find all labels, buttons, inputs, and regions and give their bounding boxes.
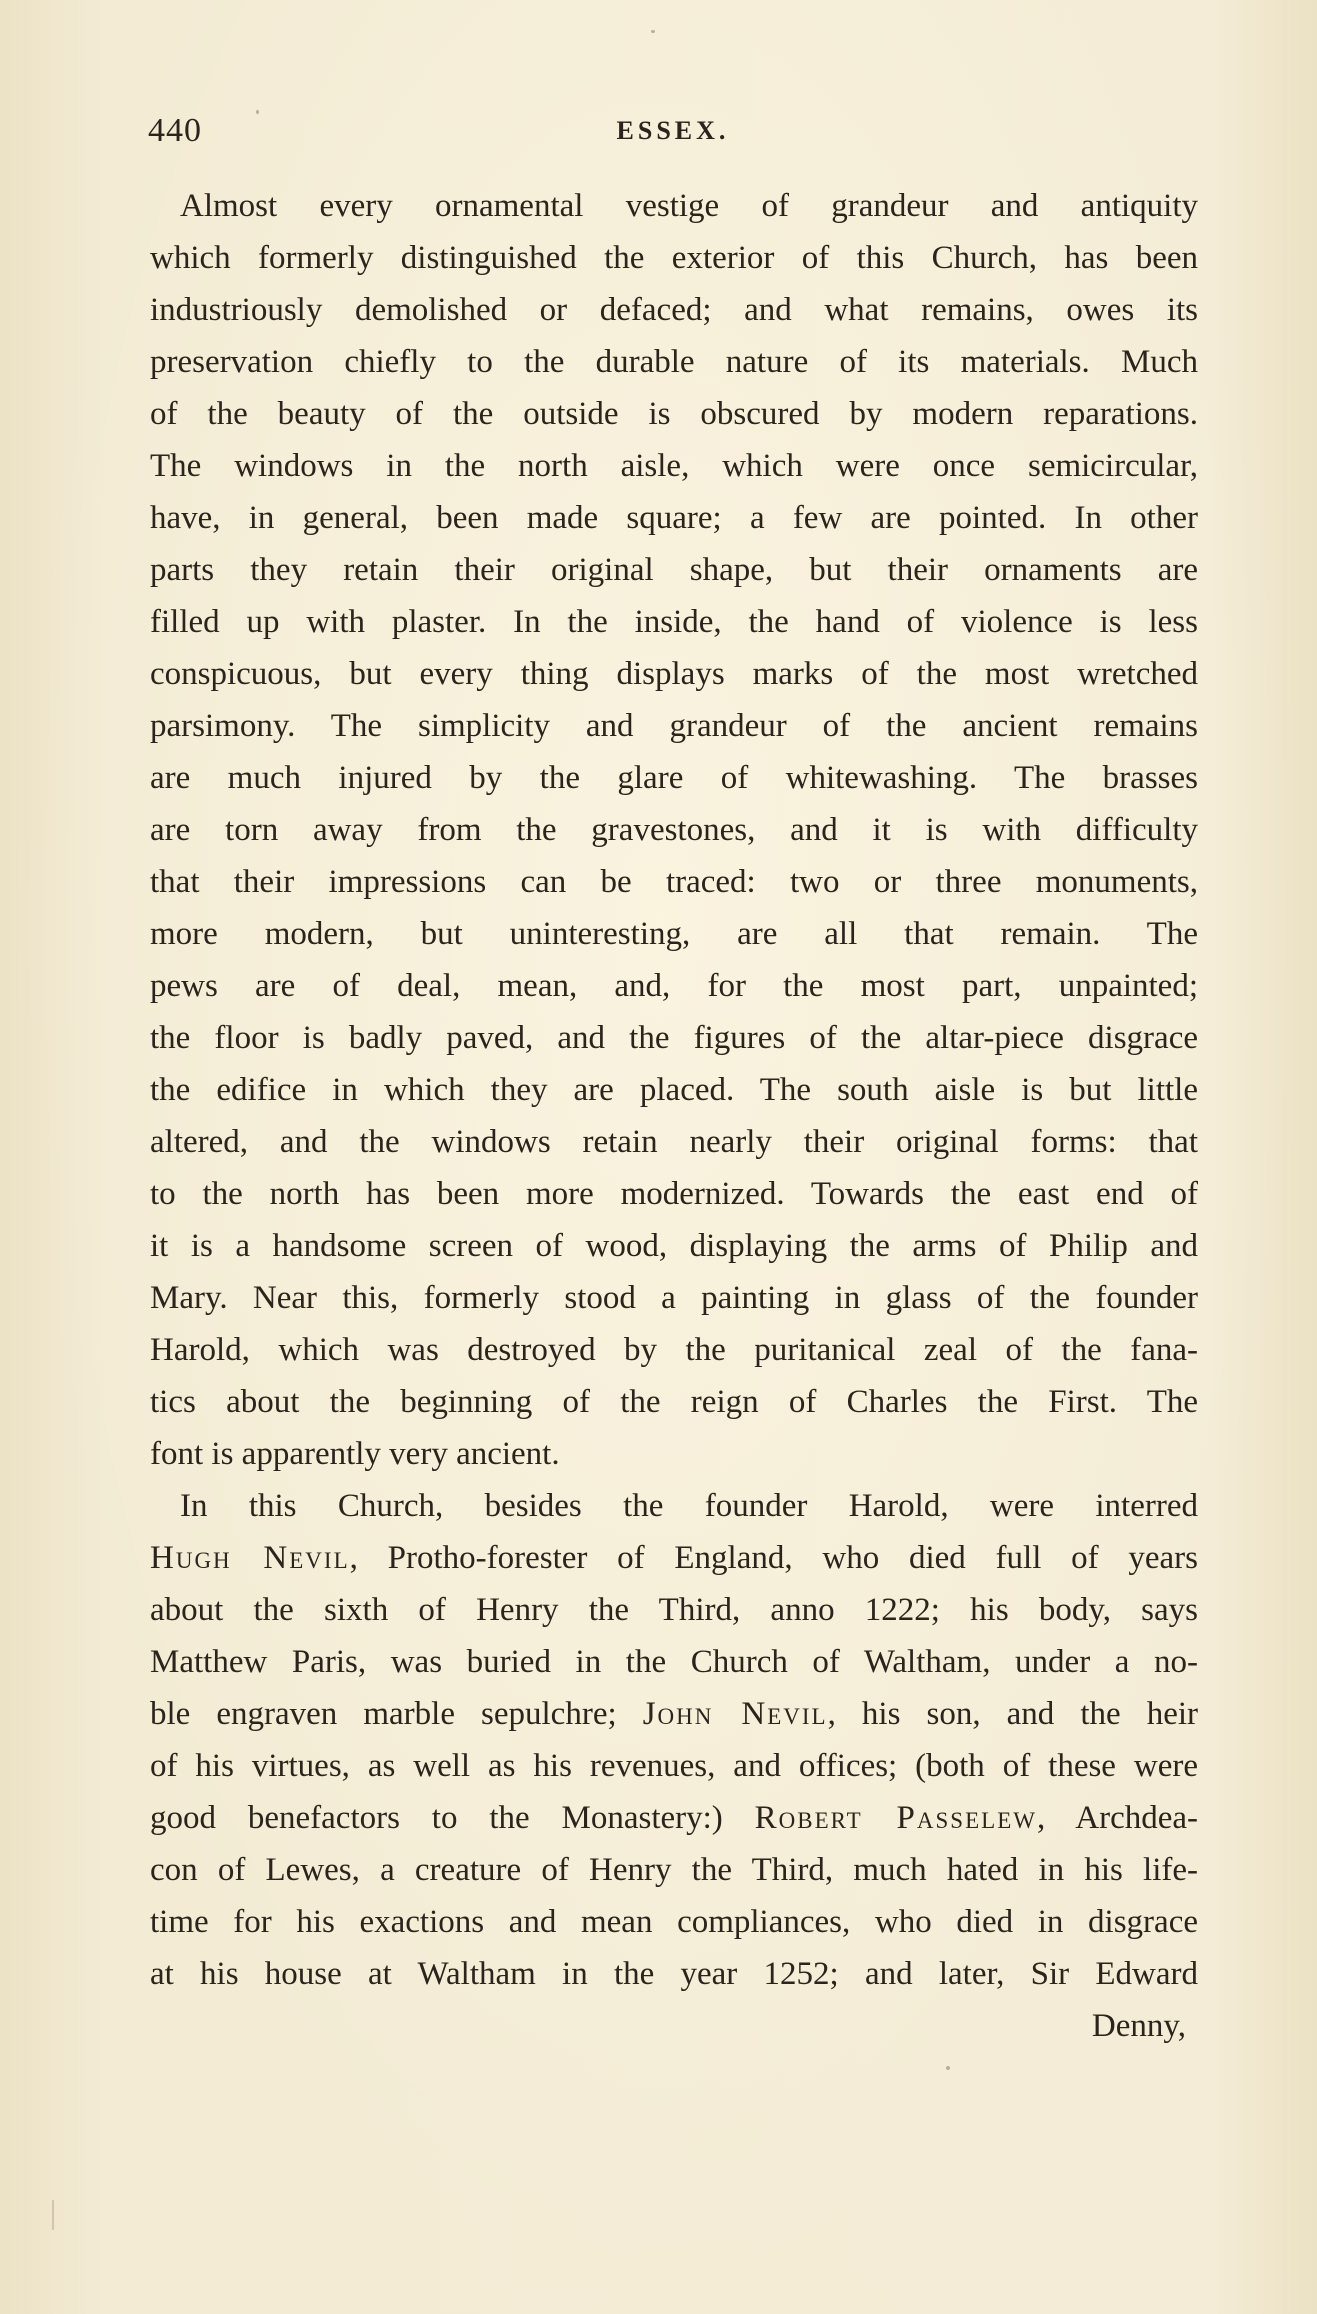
text-line: about the sixth of Henry the Third, anno 1222; his body, says xyxy=(150,1592,1198,1628)
text-line: Harold, which was destroyed by the puritanical zeal of the fana- xyxy=(150,1332,1198,1368)
text-line: preservation chiefly to the durable nature of its materials. Much xyxy=(150,344,1198,380)
text-line: are torn away from the gravestones, and it is with difficulty xyxy=(150,812,1198,848)
body-text xyxy=(150,180,1198,2052)
text-line: conspicuous, but every thing displays marks of the most wretched xyxy=(150,656,1198,692)
text-line: font is apparently very ancient. xyxy=(150,1436,560,1472)
text-line: to the north has been more modernized. Towards the east end of xyxy=(150,1176,1198,1212)
text-line: at his house at Waltham in the year 1252; and later, Sir Edward xyxy=(150,1956,1198,1992)
text-line: it is a handsome screen of wood, displaying the arms of Philip and xyxy=(150,1228,1198,1264)
page-number: 440 xyxy=(148,112,202,149)
person-name: Robert Passelew xyxy=(754,1800,1037,1836)
person-name: John Nevil xyxy=(642,1696,828,1732)
catchword: Denny, xyxy=(1091,2008,1186,2044)
page-header xyxy=(148,112,1198,162)
text-line: Almost every ornamental vestige of grandeur and antiquity xyxy=(180,188,1198,224)
text-line: Matthew Paris, was buried in the Church of Waltham, under a no- xyxy=(150,1644,1198,1680)
text-line: Mary. Near this, formerly stood a painting in glass of the founder xyxy=(150,1280,1198,1316)
text-line: parsimony. The simplicity and grandeur of the ancient remains xyxy=(150,708,1198,744)
paper-speck xyxy=(946,2066,950,2070)
text-line: pews are of deal, mean, and, for the most part, unpainted; xyxy=(150,968,1198,1004)
text-line: good benefactors to the Monastery:) Robert Passelew, Archdea- xyxy=(150,1800,1199,1836)
text-line: time for his exactions and mean compliances, who died in disgrace xyxy=(150,1904,1198,1940)
paper-speck xyxy=(651,30,655,33)
text-line: industriously demolished or defaced; and what remains, owes its xyxy=(150,292,1198,328)
text-line: The windows in the north aisle, which were once semicircular, xyxy=(150,448,1198,484)
text-line: altered, and the windows retain nearly their original forms: that xyxy=(150,1124,1198,1160)
text-line: con of Lewes, a creature of Henry the Third, much hated in his life- xyxy=(150,1852,1198,1888)
text-line: the edifice in which they are placed. The south aisle is but little xyxy=(150,1072,1198,1108)
paper-speck xyxy=(256,110,259,114)
person-name: Hugh Nevil xyxy=(150,1540,350,1576)
text-line: In this Church, besides the founder Harold, were interred xyxy=(180,1488,1198,1524)
paper-speck xyxy=(52,2200,54,2230)
text-line: ble engraven marble sepulchre; John Nevil, his son, and the heir xyxy=(150,1696,1199,1732)
text-line: have, in general, been made square; a few are pointed. In other xyxy=(150,500,1198,536)
text-line: are much injured by the glare of whitewashing. The brasses xyxy=(150,760,1198,796)
text-line: filled up with plaster. In the inside, the hand of violence is less xyxy=(150,604,1198,640)
text-line: which formerly distinguished the exterior of this Church, has been xyxy=(150,240,1198,276)
text-line: of the beauty of the outside is obscured by modern reparations. xyxy=(150,396,1198,432)
running-head: ESSEX. xyxy=(616,116,730,145)
text-line: parts they retain their original shape, but their ornaments are xyxy=(150,552,1198,588)
text-line: the floor is badly paved, and the figures of the altar-piece disgrace xyxy=(150,1020,1198,1056)
text-line: that their impressions can be traced: two or three monuments, xyxy=(150,864,1198,900)
text-line: Hugh Nevil, Protho-forester of England, who died full of years xyxy=(150,1540,1198,1576)
text-line: more modern, but uninteresting, are all that remain. The xyxy=(150,916,1198,952)
text-line: tics about the beginning of the reign of Charles the First. The xyxy=(150,1384,1198,1420)
text-line: of his virtues, as well as his revenues, and offices; (both of these were xyxy=(150,1748,1198,1784)
